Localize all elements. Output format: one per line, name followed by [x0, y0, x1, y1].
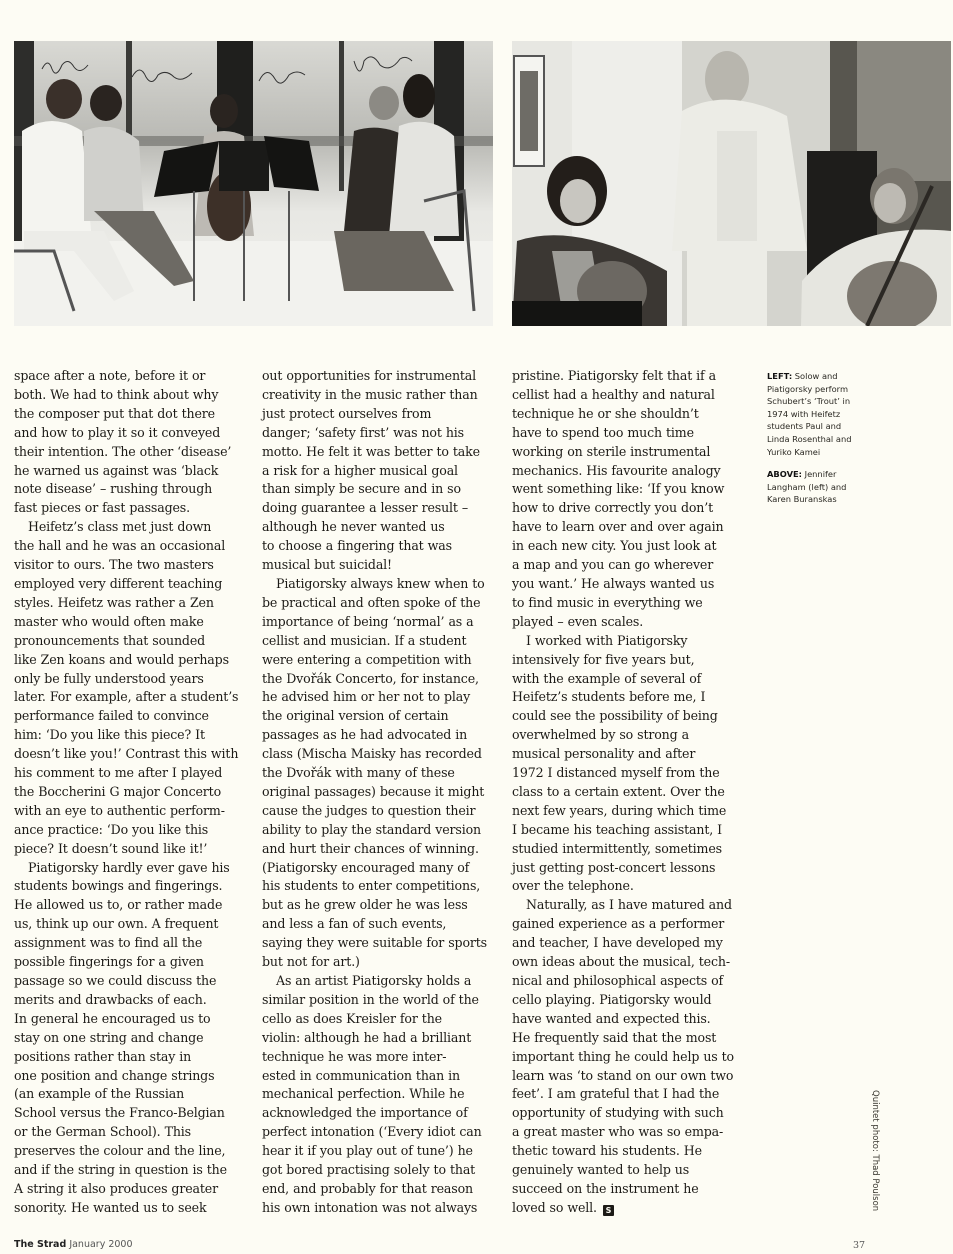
text-line: and less a fan of such events, [262, 916, 447, 932]
paragraph [14, 367, 252, 518]
text-line: pronouncements that sounded [14, 632, 206, 648]
text-line: just getting post-concert lessons [512, 859, 716, 875]
paragraph [262, 367, 500, 575]
text-line: preserves the colour and the line, [14, 1143, 226, 1159]
paragraph [14, 518, 252, 858]
text-line: As an artist Piatigorsky holds a [276, 973, 472, 988]
text-line: ested in communication than in [262, 1067, 460, 1083]
text-line: loved so well. [512, 1199, 597, 1215]
text-line: his comment to me after I played [14, 765, 223, 781]
text-line: musical but suicidal! [262, 557, 392, 573]
text-line: stay on one string and change [14, 1029, 204, 1045]
text-line: thetic toward his students. He [512, 1143, 702, 1159]
text-line: a great master who was so empa- [512, 1124, 724, 1140]
end-of-article-icon: S [603, 1205, 614, 1216]
text-line: mechanical perfection. While he [262, 1086, 465, 1102]
text-line: to find music in everything we [512, 594, 703, 610]
text-line: his own intonation was not always [262, 1199, 478, 1215]
text-line: class to a certain extent. Over the [512, 783, 725, 799]
text-line: cellist had a healthy and natural [512, 386, 715, 402]
text-line: I became his teaching assistant, I [512, 821, 722, 837]
text-line: a map and you can go wherever [512, 557, 714, 573]
text-line: both. We had to think about why [14, 386, 219, 402]
text-line: hear it if you play out of tune’) he [262, 1143, 473, 1159]
footer-magazine-issue [14, 1239, 133, 1250]
text-line: over the telephone. [512, 878, 634, 894]
text-line: went something like: ‘If you know [512, 481, 725, 497]
text-line: In general he encouraged us to [14, 1010, 211, 1026]
text-line: visitor to ours. The two masters [14, 557, 214, 573]
text-line: and how to play it so it conveyed [14, 424, 221, 440]
text-line: end, and probably for that reason [262, 1180, 473, 1196]
text-line: next few years, during which time [512, 802, 727, 818]
text-line: cello as does Kreisler for the [262, 1010, 442, 1026]
paragraph [512, 896, 750, 1217]
text-line: He allowed us to, or rather made [14, 897, 223, 913]
text-line: passages as he had advocated in [262, 727, 468, 743]
text-line: piece? It doesn’t sound like it!’ [14, 840, 208, 856]
text-line: with an eye to authentic perform- [14, 802, 225, 818]
text-line: important thing he could help us to [512, 1048, 734, 1064]
text-line: nical and philosophical aspects of [512, 973, 724, 988]
quintet-photo-image [14, 41, 493, 326]
article-column-3 [512, 367, 750, 1218]
text-line: danger; ‘safety first’ was not his [262, 424, 464, 440]
photo-credit: Quintet photo: Thad Poulson [870, 1090, 880, 1212]
text-line: a risk for a higher musical goal [262, 462, 458, 478]
text-line: merits and drawbacks of each. [14, 991, 207, 1007]
text-line: like Zen koans and would perhaps [14, 651, 229, 667]
text-line: overwhelmed by so strong a [512, 727, 689, 743]
caption-left [767, 370, 853, 458]
magazine-name: The Strad [14, 1239, 67, 1250]
text-line: passage so we could discuss the [14, 973, 217, 988]
text-line: similar position in the world of the [262, 991, 479, 1007]
text-line: have wanted and expected this. [512, 1010, 711, 1026]
text-line: Heifetz’s students before me, I [512, 689, 706, 705]
text-line: Piatigorsky hardly ever gave his [28, 859, 230, 875]
issue-date: January 2000 [69, 1239, 133, 1250]
caption-above [767, 468, 853, 506]
paragraph [14, 859, 252, 1218]
text-line: Naturally, as I have matured and [526, 897, 732, 913]
paragraph [512, 367, 750, 632]
text-line: He frequently said that the most [512, 1029, 717, 1045]
text-line: technique he was more inter- [262, 1048, 447, 1064]
text-line: the Dvořák Concerto, for instance, [262, 670, 479, 686]
text-line: be practical and often spoke of the [262, 594, 481, 610]
text-line: employed very different teaching [14, 575, 223, 591]
text-line: studied intermittently, sometimes [512, 840, 722, 856]
text-line: later. For example, after a student’s [14, 689, 239, 705]
paragraph [262, 575, 500, 972]
text-line: performance failed to convince [14, 708, 209, 724]
text-line: space after a note, before it or [14, 368, 206, 383]
text-line: saying they were suitable for sports [262, 935, 487, 951]
text-line: have to spend too much time [512, 424, 694, 440]
text-line: technique he or she shouldn’t [512, 405, 699, 421]
text-line: us, think up our own. A frequent [14, 916, 219, 932]
text-line: could see the possibility of being [512, 708, 718, 724]
text-line: gained experience as a performer [512, 916, 725, 932]
text-line: School versus the Franco-Belgian [14, 1105, 225, 1121]
text-line: motto. He felt it was better to take [262, 443, 480, 459]
text-line: and teacher, I have developed my [512, 935, 723, 951]
text-line: Heifetz’s class met just down [28, 519, 212, 535]
text-line: the original version of certain [262, 708, 449, 724]
text-line: intensively for five years but, [512, 651, 695, 667]
text-line: succeed on the instrument he [512, 1180, 699, 1196]
text-line: genuinely wanted to help us [512, 1162, 690, 1178]
page-number: 37 [853, 1240, 866, 1251]
text-line: I worked with Piatigorsky [526, 632, 688, 648]
text-line: and hurt their chances of winning. [262, 840, 479, 856]
paragraph [262, 972, 500, 1218]
text-line: than simply be secure and in so [262, 481, 461, 497]
photo-captions [767, 370, 853, 516]
paragraph [512, 632, 750, 897]
article-column-1 [14, 367, 252, 1218]
text-line: doesn’t like you!’ Contrast this with [14, 746, 239, 762]
text-line: mechanics. His favourite analogy [512, 462, 721, 478]
caption-above-label: ABOVE: [767, 469, 802, 480]
text-line: but as he grew older he was less [262, 897, 468, 913]
text-line: fast pieces or fast passages. [14, 500, 190, 516]
text-line: and if the string in question is the [14, 1162, 227, 1178]
caption-left-text: Solow and Piatigorsky perform Schubert’s ‘Trout’ in 1974 with Heifetz students Paul and Linda Rosenthal and Yuriko Kamei [767, 371, 852, 457]
text-line: were entering a competition with [262, 651, 472, 667]
text-line: to choose a fingering that was [262, 538, 452, 554]
text-line: students bowings and fingerings. [14, 878, 223, 894]
text-line: one position and change strings [14, 1067, 215, 1083]
photo-lesson [512, 41, 951, 326]
text-line: (Piatigorsky encouraged many of [262, 859, 470, 875]
text-line: out opportunities for instrumental [262, 368, 477, 383]
text-line: own ideas about the musical, tech- [512, 954, 730, 970]
caption-above-text: Jennifer Langham (left) and Karen Buranskas [767, 469, 847, 505]
text-line: Piatigorsky always knew when to [276, 575, 485, 591]
text-line: got bored practising solely to that [262, 1162, 476, 1178]
text-line: pristine. Piatigorsky felt that if a [512, 368, 716, 383]
text-line: positions rather than stay in [14, 1048, 192, 1064]
text-line: or the German School). This [14, 1124, 191, 1140]
text-line: class (Mischa Maisky has recorded [262, 746, 482, 762]
text-line: although he never wanted us [262, 519, 445, 535]
text-line: possible fingerings for a given [14, 954, 204, 970]
text-line: creativity in the music rather than [262, 386, 478, 402]
text-line: but not for art.) [262, 954, 360, 970]
text-line: their intention. The other ‘disease’ [14, 443, 232, 459]
text-line: working on sterile instrumental [512, 443, 711, 459]
text-line: assignment was to find all the [14, 935, 203, 951]
text-line: ance practice: ‘Do you like this [14, 821, 209, 837]
text-line: styles. Heifetz was rather a Zen [14, 594, 214, 610]
text-line: the Boccherini G major Concerto [14, 783, 221, 799]
text-line: his students to enter competitions, [262, 878, 481, 894]
text-line: he warned us against was ‘black [14, 462, 219, 478]
text-line: the Dvořák with many of these [262, 765, 455, 781]
text-line: in each new city. You just look at [512, 538, 717, 554]
text-line: (an example of the Russian [14, 1086, 185, 1102]
text-line: sonority. He wanted us to seek [14, 1199, 207, 1215]
text-line: note disease’ – rushing through [14, 481, 213, 497]
text-line: the composer put that dot there [14, 405, 215, 421]
text-line: opportunity of studying with such [512, 1105, 724, 1121]
text-line: violin: although he had a brilliant [262, 1029, 472, 1045]
photo-quintet [14, 41, 493, 326]
text-line: doing guarantee a lesser result – [262, 500, 469, 516]
text-line: cello playing. Piatigorsky would [512, 991, 712, 1007]
caption-left-label: LEFT: [767, 371, 793, 381]
text-line: original passages) because it might [262, 783, 485, 799]
text-line: the hall and he was an occasional [14, 538, 226, 554]
text-line: acknowledged the importance of [262, 1105, 468, 1121]
text-line: have to learn over and over again [512, 519, 724, 535]
text-line: cellist and musician. If a student [262, 632, 467, 648]
text-line: you want.’ He always wanted us [512, 575, 715, 591]
text-line: ability to play the standard version [262, 821, 481, 837]
text-line: played – even scales. [512, 613, 644, 629]
text-line: with the example of several of [512, 670, 702, 686]
text-line: him: ‘Do you like this piece? It [14, 727, 205, 743]
text-line: perfect intonation (‘Every idiot can [262, 1124, 482, 1140]
text-line: 1972 I distanced myself from the [512, 765, 720, 781]
text-line: how to drive correctly you don’t [512, 500, 714, 516]
text-line: only be fully understood years [14, 670, 204, 686]
text-line: importance of being ‘normal’ as a [262, 613, 474, 629]
text-line: cause the judges to question their [262, 802, 476, 818]
text-line: musical personality and after [512, 746, 696, 762]
lesson-photo-image [512, 41, 951, 326]
article-column-2 [262, 367, 500, 1218]
text-line: he advised him or her not to play [262, 689, 471, 705]
text-line: learn was ‘to stand on our own two [512, 1067, 734, 1083]
text-line: feet’. I am grateful that I had the [512, 1086, 720, 1102]
text-line: A string it also produces greater [14, 1180, 218, 1196]
text-line: master who would often make [14, 613, 204, 629]
text-line: just protect ourselves from [262, 405, 432, 421]
